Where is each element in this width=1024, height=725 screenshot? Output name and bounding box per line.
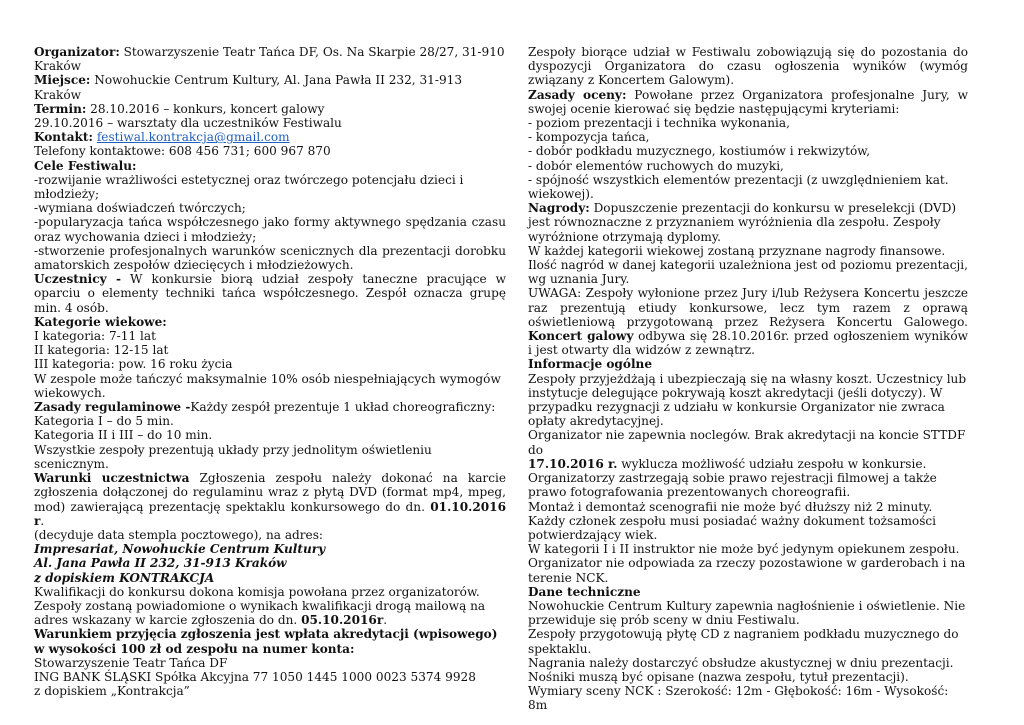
qualification-text: Zespoły zostaną powiadomione o wynikach kwalifikacji drogą mailową na adres wskazany w karcie zgłoszenia do dn. — [34, 598, 486, 628]
general-paragraph — [528, 457, 968, 471]
qualification-line: Kwalifikacji do konkursu dokona komisja powołana przez organizatorów. — [34, 584, 480, 599]
organizer-label: Organizator: — [34, 45, 120, 59]
rules-item: Kategoria I – do 5 min. — [34, 414, 174, 429]
criterion-item: - poziom prezentacji i technika wykonania, — [528, 116, 790, 131]
participants-label: Uczestnicy - — [34, 272, 122, 287]
general-paragraph: Organizatorzy zastrzegają sobie prawo rejestracji filmowej a także prawo fotografowania prezentowanych choreografii. — [528, 471, 937, 500]
general-heading: Informacje ogólne — [528, 357, 653, 372]
goal-item: -rozwijanie wrażliwości estetycznej oraz twórczego potencjału dzieci i młodzieży; — [34, 172, 464, 202]
term-line-2: 29.10.2016 – warsztaty dla uczestników Festiwalu — [34, 116, 342, 131]
participants-paragraph — [34, 272, 506, 315]
term-line — [34, 102, 506, 116]
goals-heading: Cele Festiwalu: — [34, 158, 137, 173]
age-item: II kategoria: 12-15 lat — [34, 343, 169, 358]
bank-line: z dopiskiem „Kontrakcja” — [34, 684, 190, 699]
rules-item: Wszystkie zespoły prezentują układy przy jednolitym oświetleniu scenicznym. — [34, 442, 432, 471]
age-item: III kategoria: pow. 16 roku życia — [34, 357, 233, 372]
rules-line — [34, 400, 506, 414]
contact-line — [34, 130, 506, 144]
right-column — [528, 45, 968, 713]
general-paragraph: Zespoły przyjeżdżają i ubezpieczają się na własny koszt. Uczestnicy lub instytucje delegujące pokrywają koszt akredytacji (jeśli dotyczy). W przypadku rezygnacji z udziału w konkursie Organizator nie zwraca opłaty akredytacyjnej. — [528, 371, 967, 429]
awards-label: Nagrody: — [528, 201, 590, 216]
tech-paragraph: Nagrania należy dostarczyć obsłudze akustycznej w dniu prezentacji. Nośniki muszą być opisane (nazwa zespołu, tytuł prezentacji). — [528, 655, 954, 684]
tech-paragraph: Zespoły przygotowują płytę CD z nagraniem podkładu muzycznego do spektaklu. — [528, 627, 959, 656]
general-paragraph: Każdy członek zespołu musi posiadać ważny dokument tożsamości potwierdzający wiek. — [528, 513, 937, 542]
left-column — [34, 45, 506, 698]
conditions-text: Zgłoszenia zespołu należy dokonać na karcie zgłoszenia dołączonej do regulaminu wraz z płytą DVD (format mp4, mpeg, mod) zawierającą prezentację spektaklu konkursowego do dn. — [34, 471, 506, 514]
scoring-paragraph — [528, 88, 968, 116]
qualification-paragraph — [34, 599, 506, 627]
contact-label: Kontakt: — [34, 130, 93, 145]
organizer-line — [34, 45, 506, 59]
scoring-label: Zasady oceny: — [528, 87, 627, 102]
criterion-item: - dobór podkładu muzycznego, kostiumów i rekwizytów, — [528, 144, 871, 159]
bank-line: ING BANK ŚLĄSKI Spółka Akcyjna 77 1050 1445 1000 0023 5374 9928 — [34, 669, 476, 684]
conditions-date: 01.10.2016 r — [34, 499, 506, 528]
conditions-note: (decyduje data stempla pocztowego), na adres: — [34, 527, 323, 542]
term-value: 28.10.2016 – konkurs, koncert galowy — [86, 101, 325, 116]
criterion-item: - kompozycja tańca, — [528, 130, 650, 145]
organizer-value: Stowarzyszenie Teatr Tańca DF, Os. Na Skarpie 28/27, 31-910 — [119, 45, 505, 59]
place-label: Miejsce: — [34, 73, 91, 88]
attention-paragraph — [528, 286, 968, 357]
place-line — [34, 73, 506, 101]
conditions-label: Warunki uczestnictwa — [34, 471, 190, 486]
qualification-period: . — [383, 613, 388, 628]
place-value: Nowohuckie Centrum Kultury, Al. Jana Pawła II 232, 31-913 Kraków — [34, 73, 463, 102]
criterion-item: - dobór elementów ruchowych do muzyki, — [528, 158, 784, 173]
contact-email-link[interactable]: festiwal.kontrakcja@gmail.com — [96, 130, 290, 145]
bank-line: Stowarzyszenie Teatr Tańca DF — [34, 655, 228, 670]
general-text: wyklucza możliwość udziału zespołu w konkursie. — [617, 456, 927, 471]
awards-paragraph-2: W każdej kategorii wiekowej zostaną przyznane nagrody finansowe. Ilość nagród w danej kategorii uzależniona jest od poziomu prezentacji, wg uznania Jury. — [528, 243, 968, 287]
criterion-item: - spójność wszystkich elementów prezentacji (z uwzględnieniem kat. wiekowej). — [528, 172, 949, 202]
age-item: I kategoria: 7-11 lat — [34, 329, 156, 344]
phones-line: Telefony kontaktowe: 608 456 731; 600 967 870 — [34, 144, 331, 159]
rules-item: Kategoria II i III – do 10 min. — [34, 428, 213, 443]
general-date: 17.10.2016 r. — [528, 456, 618, 471]
general-paragraph: Montaż i demontaż scenografii nie może być dłuższy niż 2 minuty. — [528, 499, 933, 514]
organizer-city: Kraków — [34, 59, 81, 74]
rules-text: Każdy zespół prezentuje 1 układ choreograficzny: — [190, 400, 496, 415]
tech-heading: Dane techniczne — [528, 584, 641, 599]
age-note: W zespole może tańczyć maksymalnie 10% osób niespełniających wymogów wiekowych. — [34, 371, 501, 400]
goal-item: -wymiana doświadczeń twórczych; — [34, 201, 246, 216]
goal-item: -popularyzacja tańca współczesnego jako formy aktywnego spędzania czasu oraz wychowania dzieci i młodzieży; — [34, 215, 506, 244]
conditions-paragraph — [34, 471, 506, 528]
attention-text-2: odbywa się 28.10.2016r. przed ogłoszeniem wyników i jest otwarty dla widzów z zewnątrz. — [528, 329, 968, 358]
qualification-date: 05.10.2016r — [301, 613, 384, 628]
address-line: Al. Jana Pawła II 232, 31-913 Kraków — [34, 556, 287, 571]
tech-paragraph: Wymiary sceny NCK : Szerokość: 12m - Głębokość: 16m - Wysokość: 8m — [528, 684, 949, 713]
fee-heading: Warunkiem przyjęcia zgłoszenia jest wpłata akredytacji (wpisowego) w wysokości 100 zł od zespołu na numer konta: — [34, 627, 498, 656]
general-paragraph: Organizator nie odpowiada za rzeczy pozostawione w garderobach i na terenie NCK. — [528, 556, 966, 585]
stay-paragraph: Zespoły biorące udział w Festiwalu zobowiązują się do pozostania do dyspozycji Organizatora do czasu ogłoszenia wyników (wymóg związany z Koncertem Galowym). — [528, 45, 968, 88]
rules-label: Zasady regulaminowe - — [34, 400, 191, 415]
age-heading: Kategorie wiekowe: — [34, 314, 167, 329]
awards-paragraph — [528, 201, 968, 244]
address-line: z dopiskiem KONTRAKCJA — [34, 570, 215, 585]
general-paragraph: Organizator nie zapewnia noclegów. Brak akredytacji na koncie STTDF do — [528, 428, 966, 457]
address-line: Impresariat, Nowohuckie Centrum Kultury — [34, 542, 326, 557]
goal-item: -stworzenie profesjonalnych warunków scenicznych dla prezentacji dorobku amatorskich zespołów dziecięcych i młodzieżowych. — [34, 243, 506, 273]
attention-bold: Koncert galowy — [528, 329, 634, 344]
conditions-period: . — [40, 513, 45, 528]
attention-text: UWAGA: Zespoły wyłonione przez Jury i/lub Reżysera Koncertu jeszcze raz prezentują etiudy konkursowe, lecz tym razem z oprawą oświetleniową przygotowaną przez Reżysera Koncertu Galowego. — [528, 286, 968, 329]
tech-paragraph: Nowohuckie Centrum Kultury zapewnia nagłośnienie i oświetlenie. Nie przewiduje się prób sceny w dniu Festiwalu. — [528, 598, 966, 628]
participants-text: W konkursie biorą udział zespoły taneczne pracujące w oparciu o elementy techniki tańca współczesnego. Zespół oznacza grupę min. 4 osób. — [34, 272, 507, 315]
scoring-text: Powołane przez Organizatora profesjonalne Jury, w swojej ocenie kierować się będzie następującymi kryteriami: — [528, 87, 968, 116]
awards-text: Dopuszczenie prezentacji do konkursu w preselekcji (DVD) jest równoznaczne z przyznaniem wyróżnienia dla zespołu. Zespoły wyróżnione otrzymają dyplomy. — [528, 201, 957, 244]
general-paragraph: W kategorii I i II instruktor nie może być jedynym opiekunem zespołu. — [528, 542, 960, 557]
term-label: Termin: — [34, 101, 87, 116]
